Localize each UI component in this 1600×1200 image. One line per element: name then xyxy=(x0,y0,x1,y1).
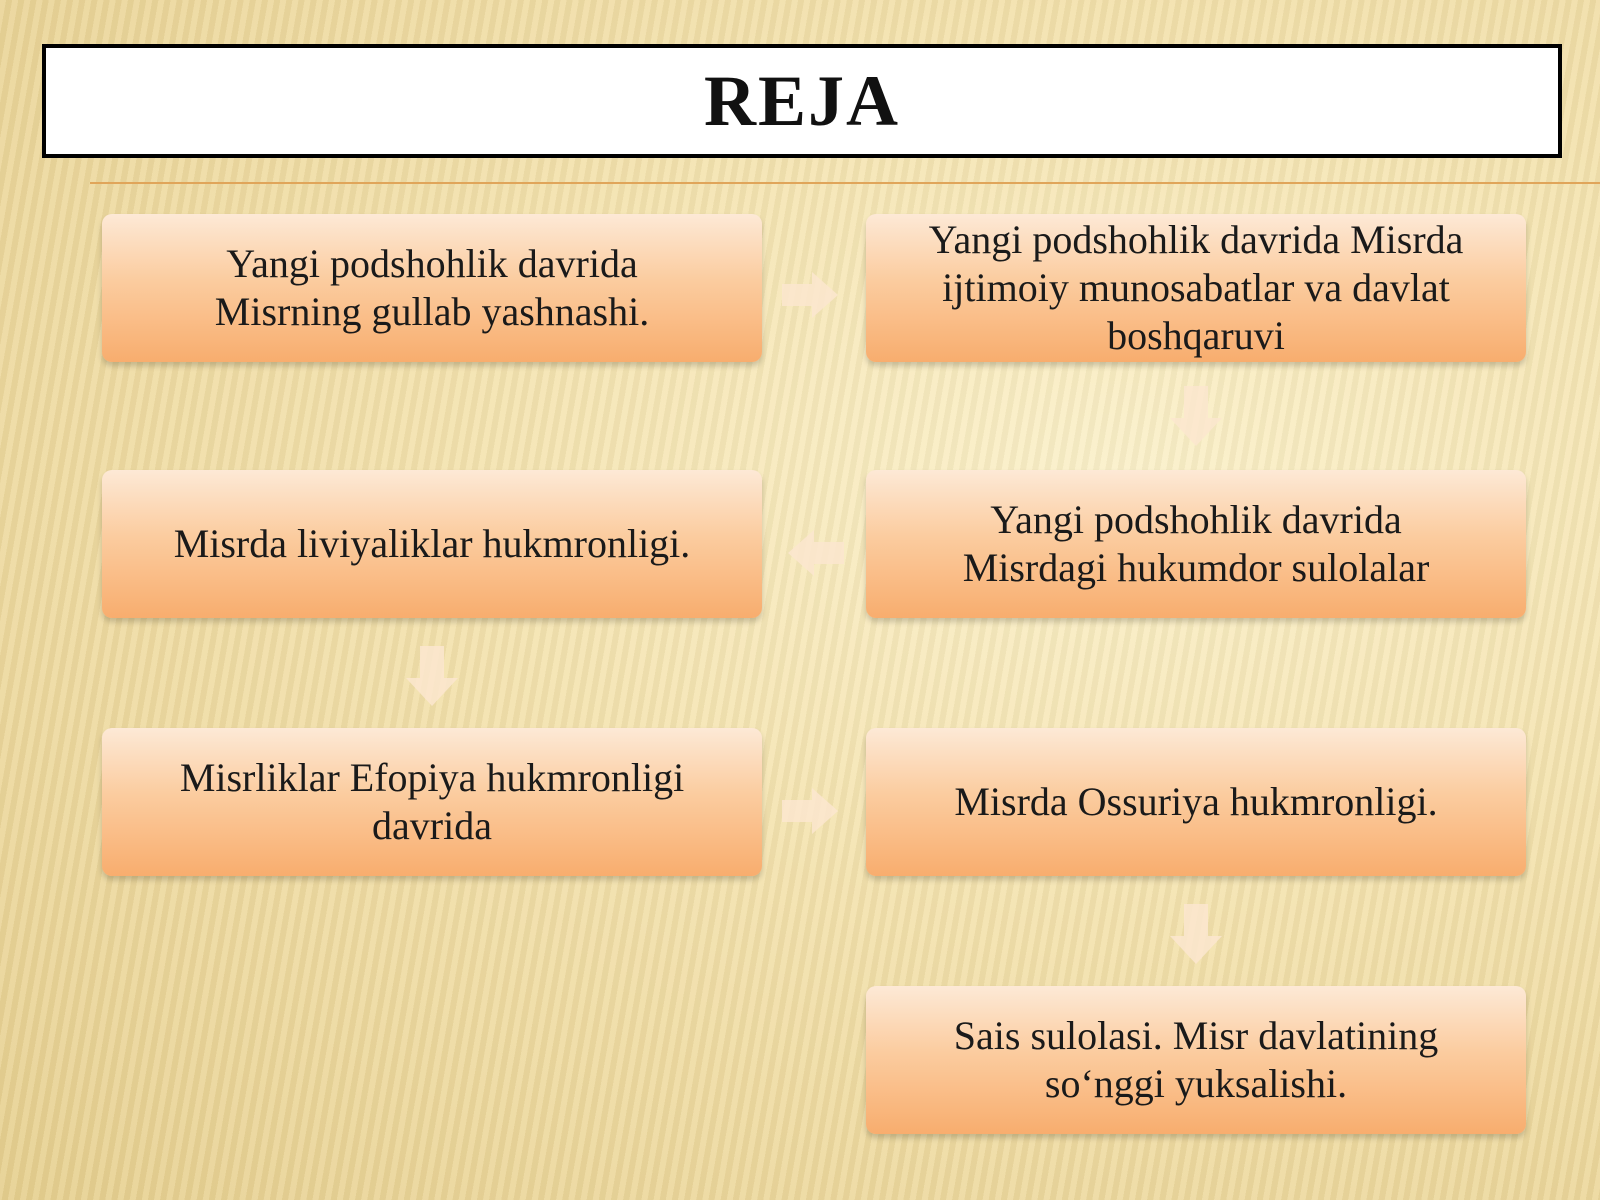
step-text-7: Sais sulolasi. Misr davlatining so‘nggi yuksalishi. xyxy=(953,1013,1439,1106)
arrow-right-icon xyxy=(782,786,838,836)
step-text-3: Yangi podshohlik davrida Misrdagi hukumdor sulolalar xyxy=(962,497,1430,590)
step-text-1: Yangi podshohlik davrida Misrning gullab yashnashi. xyxy=(214,241,650,334)
arrow-left-icon xyxy=(788,528,844,578)
step-text-6: Misrda Ossuriya hukmronligi. xyxy=(954,779,1438,824)
arrow-right-icon xyxy=(782,270,838,320)
step-text-4: Misrda liviyaliklar hukmronligi. xyxy=(173,521,691,566)
divider-line xyxy=(90,182,1600,184)
arrow-down-icon xyxy=(1170,386,1222,446)
step-text-2: Yangi podshohlik davrida Misrda ijtimoiy munosabatlar va davlat boshqaruvi xyxy=(928,217,1464,358)
step-box-6 xyxy=(866,728,1526,876)
arrow-down-icon xyxy=(406,646,458,706)
arrow-down-icon xyxy=(1170,904,1222,964)
step-box-1 xyxy=(102,214,762,362)
step-box-7 xyxy=(866,986,1526,1134)
step-text-5: Misrliklar Efopiya hukmronligi davrida xyxy=(179,755,685,848)
step-box-3 xyxy=(866,470,1526,618)
step-box-5 xyxy=(102,728,762,876)
title-box xyxy=(42,44,1562,158)
step-box-4 xyxy=(102,470,762,618)
page-title: REJA xyxy=(703,60,900,141)
step-box-2 xyxy=(866,214,1526,362)
